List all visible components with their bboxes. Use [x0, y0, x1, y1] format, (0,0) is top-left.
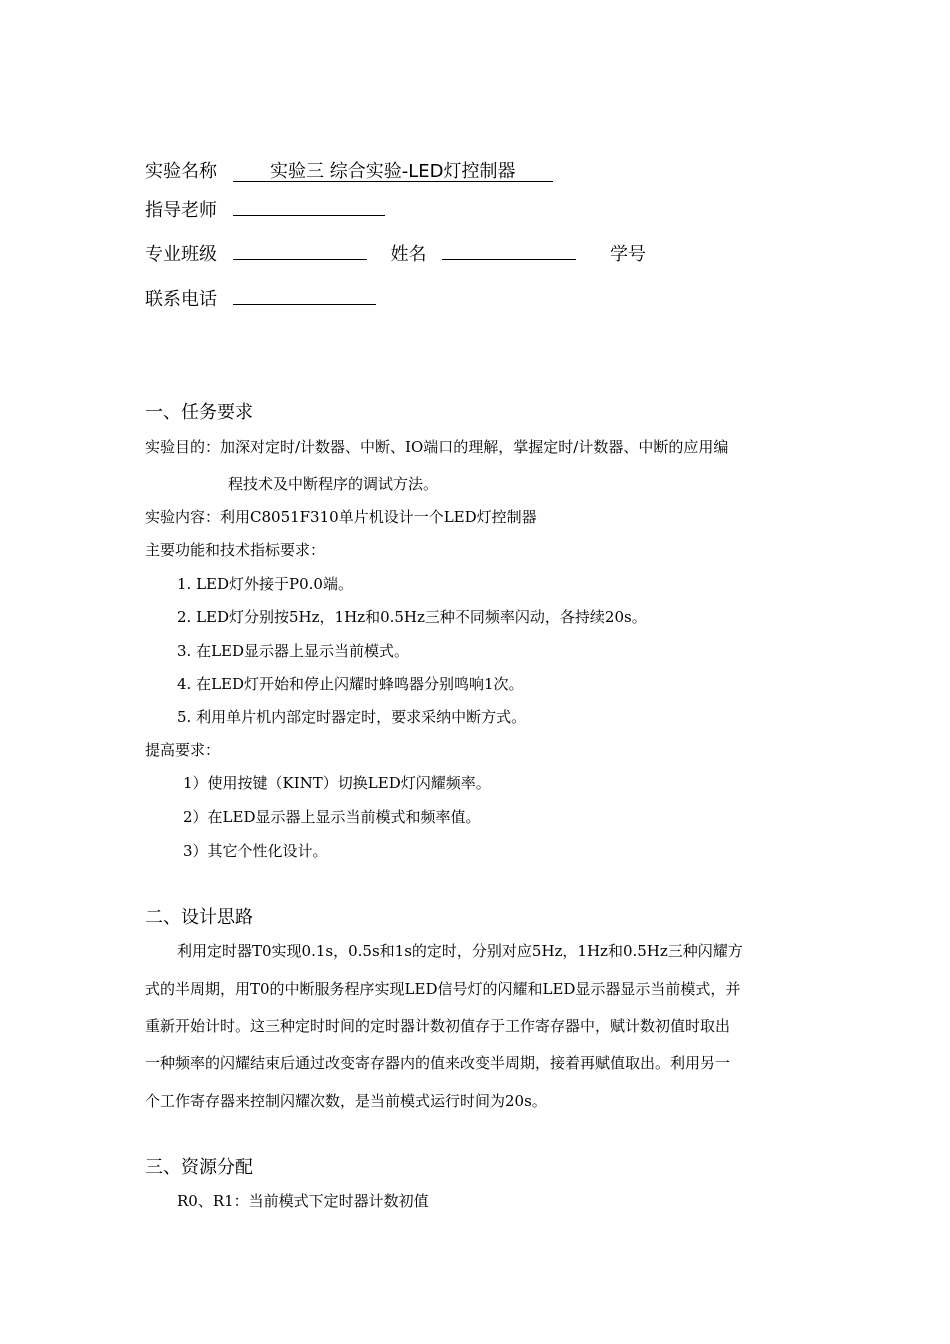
experiment-name-label: 实验名称	[145, 161, 217, 182]
experiment-name-field	[233, 161, 553, 182]
requirement-item: 1. LED灯外接于P0.0端。	[177, 575, 353, 593]
requirement-item: 4. 在LED灯开始和停止闪耀时蜂鸣器分别鸣响1次。	[177, 675, 524, 693]
name-field	[442, 239, 576, 260]
teacher-label: 指导老师	[145, 200, 217, 221]
section2-title: 二、设计思路	[145, 907, 253, 928]
class-field	[233, 239, 367, 260]
name-label: 姓名	[390, 244, 427, 265]
purpose-line2: 程技术及中断程序的调试方法。	[228, 475, 439, 493]
design-line: 利用定时器T0实现0.1s，0.5s和1s的定时，分别对应5Hz，1Hz和0.5Hz三种闪耀方	[177, 942, 743, 960]
requirement-item: 3. 在LED显示器上显示当前模式。	[177, 642, 410, 660]
phone-label: 联系电话	[145, 289, 217, 310]
experiment-name-value: 实验三 综合实验-LED灯控制器	[269, 161, 516, 182]
advanced-item: 1）使用按键（KINT）切换LED灯闪耀频率。	[183, 774, 491, 792]
student-id-label: 学号	[609, 244, 646, 265]
advanced-item: 2）在LED显示器上显示当前模式和频率值。	[183, 808, 481, 826]
section1-title: 一、任务要求	[145, 402, 253, 423]
phone-row	[145, 284, 376, 311]
requirement-item: 5. 利用单片机内部定时器定时，要求采纳中断方式。	[177, 708, 527, 726]
purpose-line1: 实验目的：加深对定时/计数器、中断、IO端口的理解，掌握定时/计数器、中断的应用编	[145, 438, 729, 456]
resource-line: R0、R1：当前模式下定时器计数初值	[177, 1192, 429, 1210]
teacher-row	[145, 195, 385, 222]
class-label: 专业班级	[145, 244, 217, 265]
phone-field	[233, 284, 376, 305]
section3-title: 三、资源分配	[145, 1157, 253, 1178]
requirement-item: 2. LED灯分别按5Hz，1Hz和0.5Hz三种不同频率闪动，各持续20s。	[177, 608, 647, 626]
advanced-requirements-heading: 提高要求：	[145, 741, 221, 759]
advanced-item: 3）其它个性化设计。	[183, 842, 328, 860]
experiment-name-row	[145, 161, 553, 183]
experiment-content: 实验内容：利用C8051F310单片机设计一个LED灯控制器	[145, 508, 537, 526]
design-line: 个工作寄存器来控制闪耀次数，是当前模式运行时间为20s。	[145, 1092, 547, 1110]
design-line: 重新开始计时。这三种定时时间的定时器计数初值存于工作寄存器中，赋计数初值时取出	[145, 1017, 731, 1035]
class-row	[145, 239, 646, 266]
design-line: 式的半周期，用T0的中断服务程序实现LED信号灯的闪耀和LED显示器显示当前模式，并	[145, 980, 741, 998]
teacher-field	[233, 195, 385, 216]
main-requirements-heading: 主要功能和技术指标要求：	[145, 541, 326, 559]
design-line: 一种频率的闪耀结束后通过改变寄存器内的值来改变半周期，接着再赋值取出。利用另一	[145, 1054, 731, 1072]
